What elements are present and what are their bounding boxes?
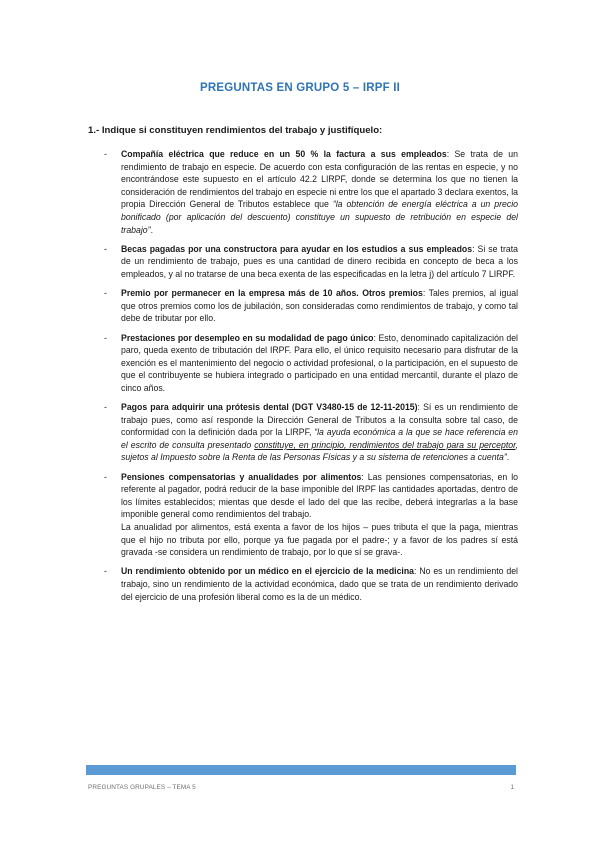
item-quote-end: , sujetos al Impuesto sobre la Renta de las Personas Físicas y a su sistema de retenciones a cuenta”	[121, 439, 518, 463]
item-term: Pagos para adquirir una prótesis dental (DGT V3480-15 de 12-11-2015)	[121, 402, 418, 413]
item-text: Tales premios, al igual que otros premios como los de jubilación, son consideradas como rendimientos de trabajo, y como tal debe de tributar por ello.	[121, 288, 519, 324]
item-term: Un rendimiento obtenido por un médico en el ejercicio de la medicina	[121, 566, 415, 577]
list-item	[98, 243, 518, 281]
footer-label: PREGUNTAS GRUPALES – TEMA 5	[88, 784, 196, 791]
item-text: Se trata de un rendimiento de trabajo en especie. De acuerdo con esta configuración de las rentas en especie, y no encontrándose este supuesto en el artículo 42.2 LIRPF, donde se determina los que no tienen la consideración de rendimientos del trabajo en especie ni entre los que el apartado 3 declara exentos, la propia Dirección General de Tributos establece que	[121, 149, 518, 210]
item-paragraph	[121, 471, 518, 521]
item-end: .	[150, 224, 153, 235]
list-item	[98, 401, 518, 464]
item-term: Pensiones compensatorias y anualidades por alimentos	[121, 471, 362, 482]
list-item	[98, 332, 518, 395]
question-heading: 1.- Indique si constituyen rendimientos del trabajo y justifíquelo:	[88, 125, 383, 136]
item-separator: :	[417, 402, 424, 413]
bullet-dash: -	[104, 288, 107, 299]
item-text: Sí es un rendimiento de trabajo pues, como así responde la Dirección General de Tributos a la consulta sobre tal caso, de conformidad con la definición dada por la LIRPF,	[121, 402, 518, 438]
item-text: No es un rendimiento del trabajo, sino un rendimiento de la actividad económica, dado que se trata de un rendimiento derivado del ejercicio de una profesión liberal como es la de un médico.	[121, 566, 518, 602]
bullet-dash: -	[104, 566, 107, 577]
answer-list	[98, 148, 518, 610]
item-term: Premio por permanecer en la empresa más de 10 años. Otros premios	[121, 288, 423, 299]
item-term: Prestaciones por desempleo en su modalidad de pago único	[121, 332, 374, 343]
bullet-dash: -	[104, 402, 107, 413]
page-title: PREGUNTAS EN GRUPO 5 – IRPF II	[199, 82, 401, 94]
item-separator: :	[472, 243, 478, 254]
item-end: .	[506, 452, 510, 463]
item-separator: :	[422, 288, 429, 299]
item-separator: :	[446, 149, 455, 159]
item-quote: “la ayuda económica a la que se hace referencia en el escrito de consulta presentado	[121, 427, 518, 450]
bullet-dash: -	[104, 243, 107, 254]
page-number: 1	[510, 784, 514, 791]
list-item	[98, 565, 518, 603]
item-paragraph-second: La anualidad por alimentos, está exenta a favor de los hijos – pues tributa el que la paga, mientras que el hijo no tributa por ello, porque ya fue pagada por el padre-; y a favor de los padres sí está gravada -se considera un rendimiento de trabajo, por lo que sí se grava-.	[121, 522, 518, 558]
item-separator: :	[361, 471, 368, 482]
item-term: Becas pagadas por una constructora para ayudar en los estudios a sus empleados	[121, 243, 473, 254]
list-item	[98, 471, 518, 559]
item-text: Esto, denominado capitalización del paro, queda exento de tributación del IRPF. Para ello, el único requisito necesario para disfrutar de la exención es el mantenimiento del negocio o actividad profesional, o la participación, en el supuesto de que el contribuyente se hubiera integrado o participado en una entidad mercantil, durante el plazo de cinco años.	[121, 332, 518, 393]
item-term: Compañía eléctrica que reduce en un 50 % la factura a sus empleados	[121, 149, 447, 159]
item-separator: :	[373, 332, 379, 343]
item-quote-underlined: constituye, en principio, rendimientos del trabajo para su perceptor	[254, 439, 516, 450]
footer-bar	[86, 765, 516, 775]
list-item	[98, 287, 518, 325]
item-text: Las pensiones compensatorias, en lo referente al pagador, podrá reducir de la base imponible del IRPF las cantidades aportadas, dentro de los límites establecidos; mientas que desde el lado del que las recibe, deberá integrarlas a la base imponible general como rendimientos del trabajo.	[121, 471, 518, 520]
item-text: Si se trata de un rendimiento de trabajo, pues es una cantidad de dinero recibida en concepto de beca a los empleados, y al no tratarse de una beca exenta de las especificadas en la letra j) del artículo 7 LIRPF.	[121, 243, 518, 279]
bullet-dash: -	[104, 332, 107, 343]
item-separator: :	[414, 566, 420, 577]
list-item	[98, 148, 518, 236]
item-quote: “la obtención de energía eléctrica a un precio bonificado (por aplicación del descuento) constituye un supuesto de retribución en especie del trabajo”	[121, 199, 518, 235]
bullet-dash: -	[104, 471, 107, 482]
bullet-dash: -	[104, 149, 107, 159]
